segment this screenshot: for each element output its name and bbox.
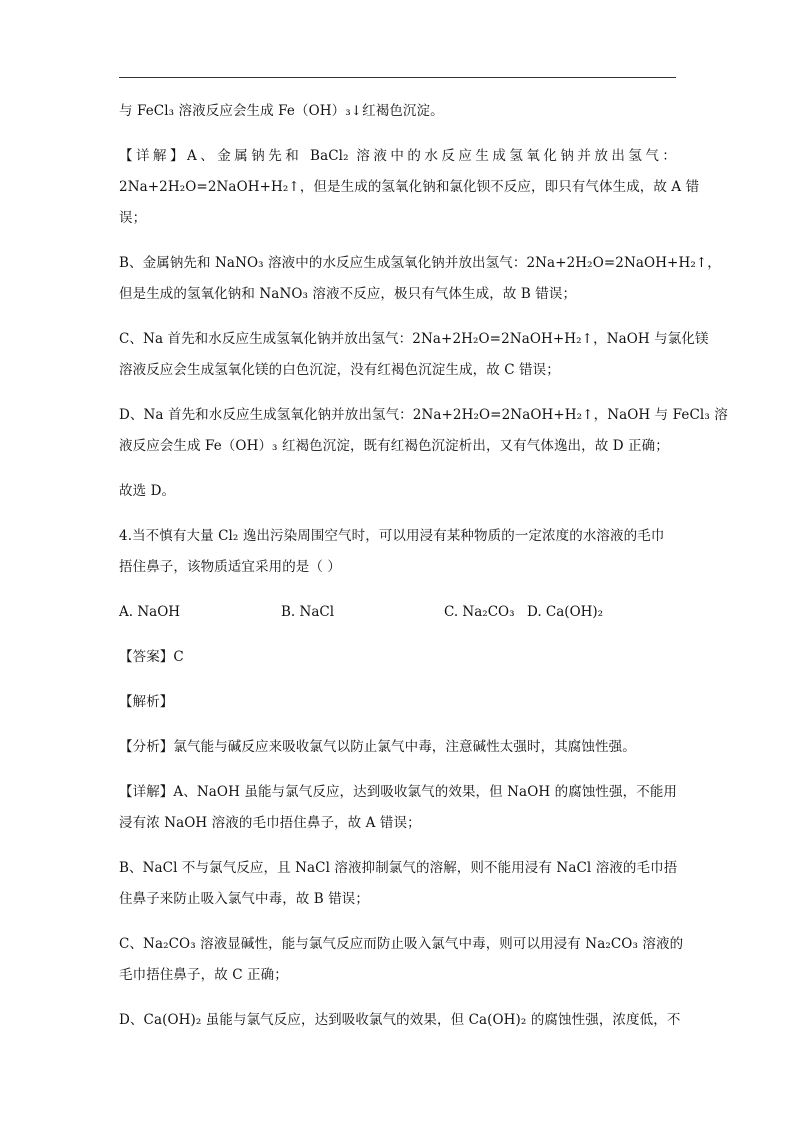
- analysis-heading: [119, 687, 676, 718]
- paragraph-detail-b: [119, 248, 721, 310]
- text-line: 故选 D。: [119, 483, 176, 499]
- analysis-summary: [119, 732, 676, 763]
- text-line: C、Na 首先和水反应生成氢氧化钠并放出氢气：2Na+2H₂O=2NaOH+H₂↑，NaOH 与氯化镁: [119, 331, 709, 347]
- text-line: 液反应会生成 Fe（OH）₃ 红褐色沉淀，既有红褐色沉淀析出，又有气体逸出，故 D 正确；: [119, 438, 669, 454]
- paragraph-continuation: [119, 96, 676, 127]
- paragraph-detail-c: [119, 324, 709, 386]
- text-line: 溶液反应会生成氢氧化镁的白色沉淀，没有红褐色沉淀生成，故 C 错误；: [119, 362, 560, 378]
- analysis-detail-b: [119, 853, 676, 915]
- paragraph-detail-d: [119, 400, 728, 462]
- text-line: 住鼻子来防止吸入氯气中毒，故 B 错误；: [119, 891, 370, 907]
- text-line: 2Na+2H₂O=2NaOH+H₂↑，但是生成的氢氧化钠和氯化钡不反应，即只有气体生成，故 A 错: [119, 179, 700, 195]
- paragraph-detail-a: [119, 141, 700, 234]
- option-a: A. NaOH: [119, 604, 181, 620]
- text-line: 与 FeCl₃ 溶液反应会生成 Fe（OH）₃↓红褐色沉淀。: [119, 103, 444, 119]
- text-line: D、Na 首先和水反应生成氢氧化钠并放出氢气：2Na+2H₂O=2NaOH+H₂↑，NaOH 与 FeCl₃ 溶: [119, 407, 728, 423]
- text-line: 浸有浓 NaOH 溶液的毛巾捂住鼻子，故 A 错误；: [119, 815, 421, 831]
- question-4-stem: [119, 521, 676, 583]
- text-line: D、Ca(OH)₂ 虽能与氯气反应，达到吸收氯气的效果，但 Ca(OH)₂ 的腐蚀性强，浓度低，不: [119, 1012, 681, 1028]
- header-rule: [119, 77, 676, 78]
- text-line: 【分析】氯气能与碱反应来吸收氯气以防止氯气中毒，注意碱性太强时，其腐蚀性强。: [119, 739, 636, 755]
- text-line: 4.当不慎有大量 Cl₂ 逸出污染周围空气时，可以用浸有某种物质的一定浓度的水溶液的毛巾: [119, 528, 665, 544]
- text-line: B、金属钠先和 NaNO₃ 溶液中的水反应生成氢氧化钠并放出氢气：2Na+2H₂O=2NaOH+H₂↑，: [119, 255, 721, 271]
- text-line: 【解析】: [119, 694, 174, 710]
- text-line: 【详解】A、NaOH 虽能与氯气反应，达到吸收氯气的效果，但 NaOH 的腐蚀性强，不能用: [119, 784, 678, 800]
- text-line: 【详解】A、金属钠先和 BaCl₂ 溶液中的水反应生成氢氧化钠并放出氢气：: [119, 148, 676, 164]
- text-line: B、NaCl 不与氯气反应，且 NaCl 溶液抑制氯气的溶解，则不能用浸有 NaCl 溶液的毛巾捂: [119, 860, 678, 876]
- text-line: 捂住鼻子，该物质适宜采用的是（ ）: [119, 559, 341, 575]
- question-4-options: [119, 597, 676, 628]
- text-line: 毛巾捂住鼻子，故 C 正确；: [119, 967, 288, 983]
- option-c: C. Na₂CO₃: [444, 604, 515, 620]
- analysis-detail-d: [119, 1005, 681, 1036]
- analysis-detail-a: [119, 777, 676, 839]
- option-d: D. Ca(OH)₂: [527, 604, 604, 620]
- answer-label: [119, 642, 676, 673]
- text-line: 但是生成的氢氧化钠和 NaNO₃ 溶液不反应，极只有气体生成，故 B 错误；: [119, 286, 577, 302]
- document-page: [119, 96, 728, 1050]
- option-b: B. NaCl: [281, 604, 335, 620]
- text-line: 误；: [119, 210, 147, 226]
- analysis-detail-c: [119, 929, 684, 991]
- paragraph-conclusion: [119, 476, 676, 507]
- text-line: C、Na₂CO₃ 溶液显碱性，能与氯气反应而防止吸入氯气中毒，则可以用浸有 Na₂CO₃ 溶液的: [119, 936, 684, 952]
- text-line: 【答案】C: [119, 649, 184, 665]
